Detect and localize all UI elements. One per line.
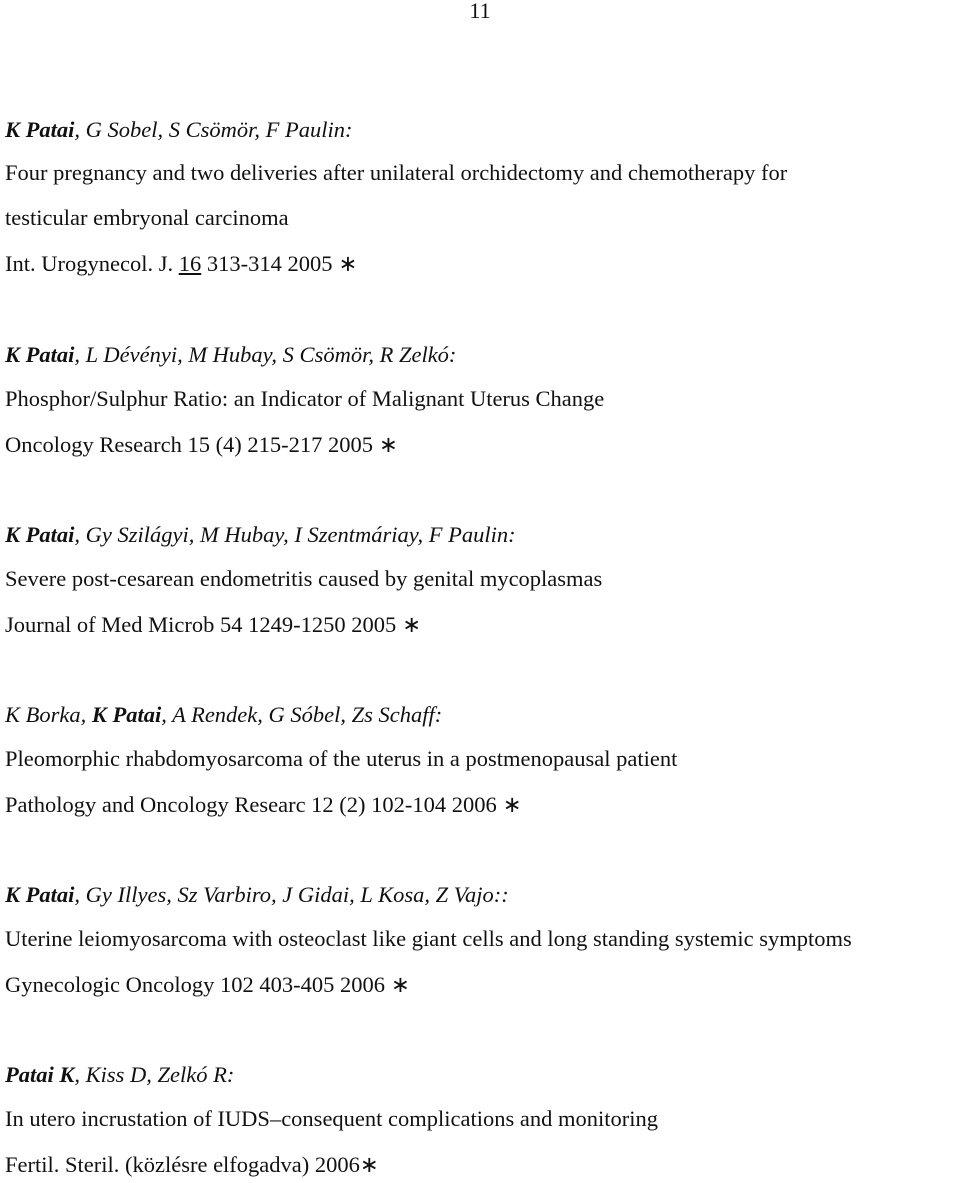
- page-number: 11: [469, 0, 491, 23]
- entry-title: Severe post-cesarean endometritis caused by genital mycoplasmas: [5, 566, 603, 591]
- entry-title-continued: testicular embryonal carcinoma: [5, 205, 289, 230]
- entry-citation: [5, 612, 421, 638]
- co-authors: , L Dévényi, M Hubay, S Csömör, R Zelkó:: [74, 342, 457, 367]
- co-authors: , G Sobel, S Csömör, F Paulin:: [74, 117, 353, 142]
- entry-authors: [5, 882, 509, 908]
- highlighted-author: K Patai: [5, 882, 75, 907]
- highlighted-author: K Patai: [5, 342, 75, 367]
- entry-authors: [5, 1062, 234, 1088]
- citation-pages-year: 313-314 2005: [201, 251, 333, 276]
- asterisk-marker: ∗: [359, 1152, 379, 1177]
- entry-citation: [5, 1152, 379, 1178]
- asterisk-marker: ∗: [379, 432, 398, 457]
- entry-title: In utero incrustation of IUDS–consequent complications and monitoring: [5, 1106, 658, 1131]
- highlighted-author: K Patai: [5, 522, 75, 547]
- entry-title: Four pregnancy and two deliveries after unilateral orchidectomy and chemotherapy for: [5, 160, 788, 185]
- citation-text: Gynecologic Oncology 102 403-405 2006: [5, 972, 385, 997]
- entry-citation: [5, 792, 522, 818]
- entry-citation: [5, 972, 410, 998]
- asterisk-marker: ∗: [402, 612, 422, 637]
- citation-text: Oncology Research 15 (4) 215-217 2005: [5, 432, 374, 457]
- citation-text: Journal of Med Microb 54 1249-1250 2005: [5, 612, 397, 637]
- entry-title: Phosphor/Sulphur Ratio: an Indicator of Malignant Uterus Change: [5, 386, 605, 411]
- journal-volume: 16: [178, 251, 202, 276]
- entry-citation: [5, 432, 398, 458]
- journal-name: Int. Urogynecol. J.: [5, 251, 179, 276]
- asterisk-marker: ∗: [502, 792, 522, 817]
- co-authors: , A Rendek, G Sóbel, Zs Schaff:: [161, 702, 443, 727]
- entry-title: Pleomorphic rhabdomyosarcoma of the uterus in a postmenopausal patient: [5, 746, 678, 771]
- entry-authors: [5, 342, 456, 368]
- entry-authors: [5, 522, 516, 548]
- highlighted-author: Patai K: [5, 1062, 75, 1087]
- entry-authors: [5, 117, 353, 143]
- citation-text: Fertil. Steril. (közlésre elfogadva) 2006: [5, 1152, 360, 1177]
- co-authors: , Gy Illyes, Sz Varbiro, J Gidai, L Kosa, Z Vajo::: [74, 882, 509, 907]
- entry-title: Uterine leiomyosarcoma with osteoclast like giant cells and long standing systemic symptoms: [5, 926, 852, 951]
- asterisk-marker: ∗: [338, 251, 358, 276]
- co-authors: , Kiss D, Zelkó R:: [74, 1062, 235, 1087]
- entry-authors: [5, 702, 442, 728]
- highlighted-author: K Patai: [91, 702, 162, 727]
- highlighted-author: K Patai: [5, 117, 75, 142]
- asterisk-marker: ∗: [390, 972, 410, 997]
- leading-author: K Borka,: [5, 702, 92, 727]
- entry-citation: [5, 251, 357, 277]
- co-authors: , Gy Szilágyi, M Hubay, I Szentmáriay, F Paulin:: [74, 522, 516, 547]
- citation-text: Pathology and Oncology Researc 12 (2) 102-104 2006: [5, 792, 497, 817]
